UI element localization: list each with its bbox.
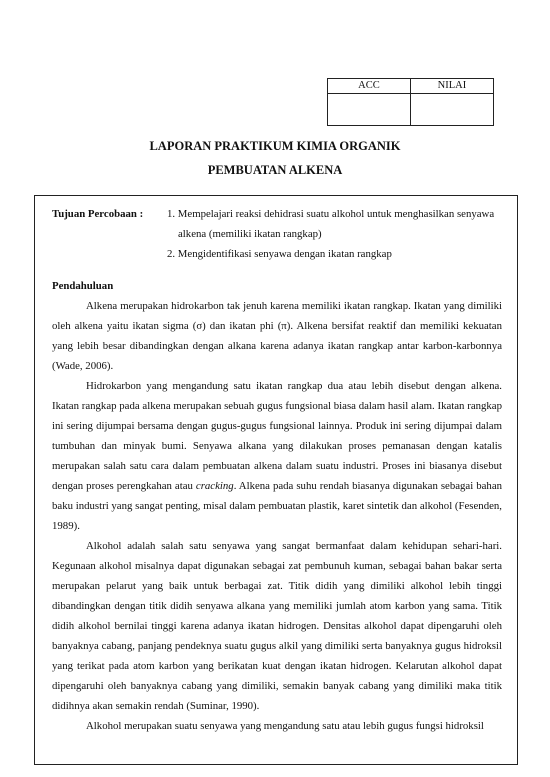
acc-cell [328, 94, 411, 126]
paragraph: Alkohol adalah salah satu senyawa yang sangat bermanfaat dalam kehidupan sehari-hari. Kegunaan alkohol misalnya dapat digunakan sebagai zat pembunuh kuman, sebagai bahan bakar serta merupakan pelarut yang baik untuk berbagai zat. Titik didih yang dimiliki alkohol lebih tinggi dibandingkan dengan titik didih senyawa alkana yang memiliki jumlah atom karbon yang sama. Titik didih alkohol bernilai tinggi karena adanya ikatan hidrogen. Densitas alkohol dapat dipengaruhi oleh banyaknya cabang, panjang pendeknya suatu gugus alkil yang dimiliki serta banyaknya gugus hidroksil yang terikat pada atom karbon yang berikatan kuat dengan ikatan hidrogen. Kelarutan alkohol dapat dipengaruhi oleh banyaknya cabang yang dimiliki, semakin banyak cabang yang dimiliki maka titik didihnya akan semakin rendah (Suminar, 1990). [52, 540, 502, 712]
paragraph: Alkena merupakan hidrokarbon tak jenuh karena memiliki ikatan rangkap. Ikatan yang dimiliki oleh alkena yaitu ikatan sigma (σ) dan ikatan phi (π). Alkena bersifat reaktif dan memiliki kekuatan yang lebih besar dibandingkan dengan alkana karena adanya ikatan rangkap antar karbon-karbonnya (Wade, 2006). [52, 300, 502, 372]
acc-header: ACC [328, 79, 411, 94]
tujuan-list [167, 204, 512, 264]
paragraph: Hidrokarbon yang mengandung satu ikatan rangkap dua atau lebih disebut dengan alkena. Ikatan rangkap pada alkena merupakan sebuah gugus fungsional biasa dalam hasil alam. Ikatan rangkap ini sering dijumpai bersama dengan gugus-gugus fungsional lainnya. Produk ini sering dijumpai dalam tumbuhan dan minyak bumi. Senyawa alkana yang dilakukan proses pemanasan dengan katalis merupakan salah satu cara dalam pembuatan alkena dalam suatu industri. Proses ini biasanya disebut dengan proses perengkahan atau cracking. Alkena pada suhu rendah biasanya digunakan sebagai bahan baku industri yang sangat penting, misal dalam pembuatan plastik, karet sintetik dan alkohol (Fesenden, 1989). [52, 380, 503, 532]
tujuan-label: Tujuan Percobaan : [52, 208, 144, 220]
pendahuluan-heading: Pendahuluan [52, 280, 114, 292]
tujuan-item: 2. Mengidentifikasi senyawa dengan ikatan rangkap [167, 248, 392, 260]
pendahuluan-section [52, 276, 502, 736]
report-title: LAPORAN PRAKTIKUM KIMIA ORGANIK [149, 139, 401, 153]
paragraph: Alkohol merupakan suatu senyawa yang mengandung satu atau lebih gugus fungsi hidroksil [86, 720, 484, 732]
nilai-cell [410, 94, 493, 126]
report-subtitle: PEMBUATAN ALKENA [207, 163, 343, 177]
nilai-header: NILAI [410, 79, 493, 94]
tujuan-item: 1. Mempelajari reaksi dehidrasi suatu alkohol untuk menghasilkan senyawa alkena (memiliki ikatan rangkap) [167, 208, 495, 240]
content-box [34, 195, 518, 765]
acc-nilai-table [327, 78, 494, 126]
